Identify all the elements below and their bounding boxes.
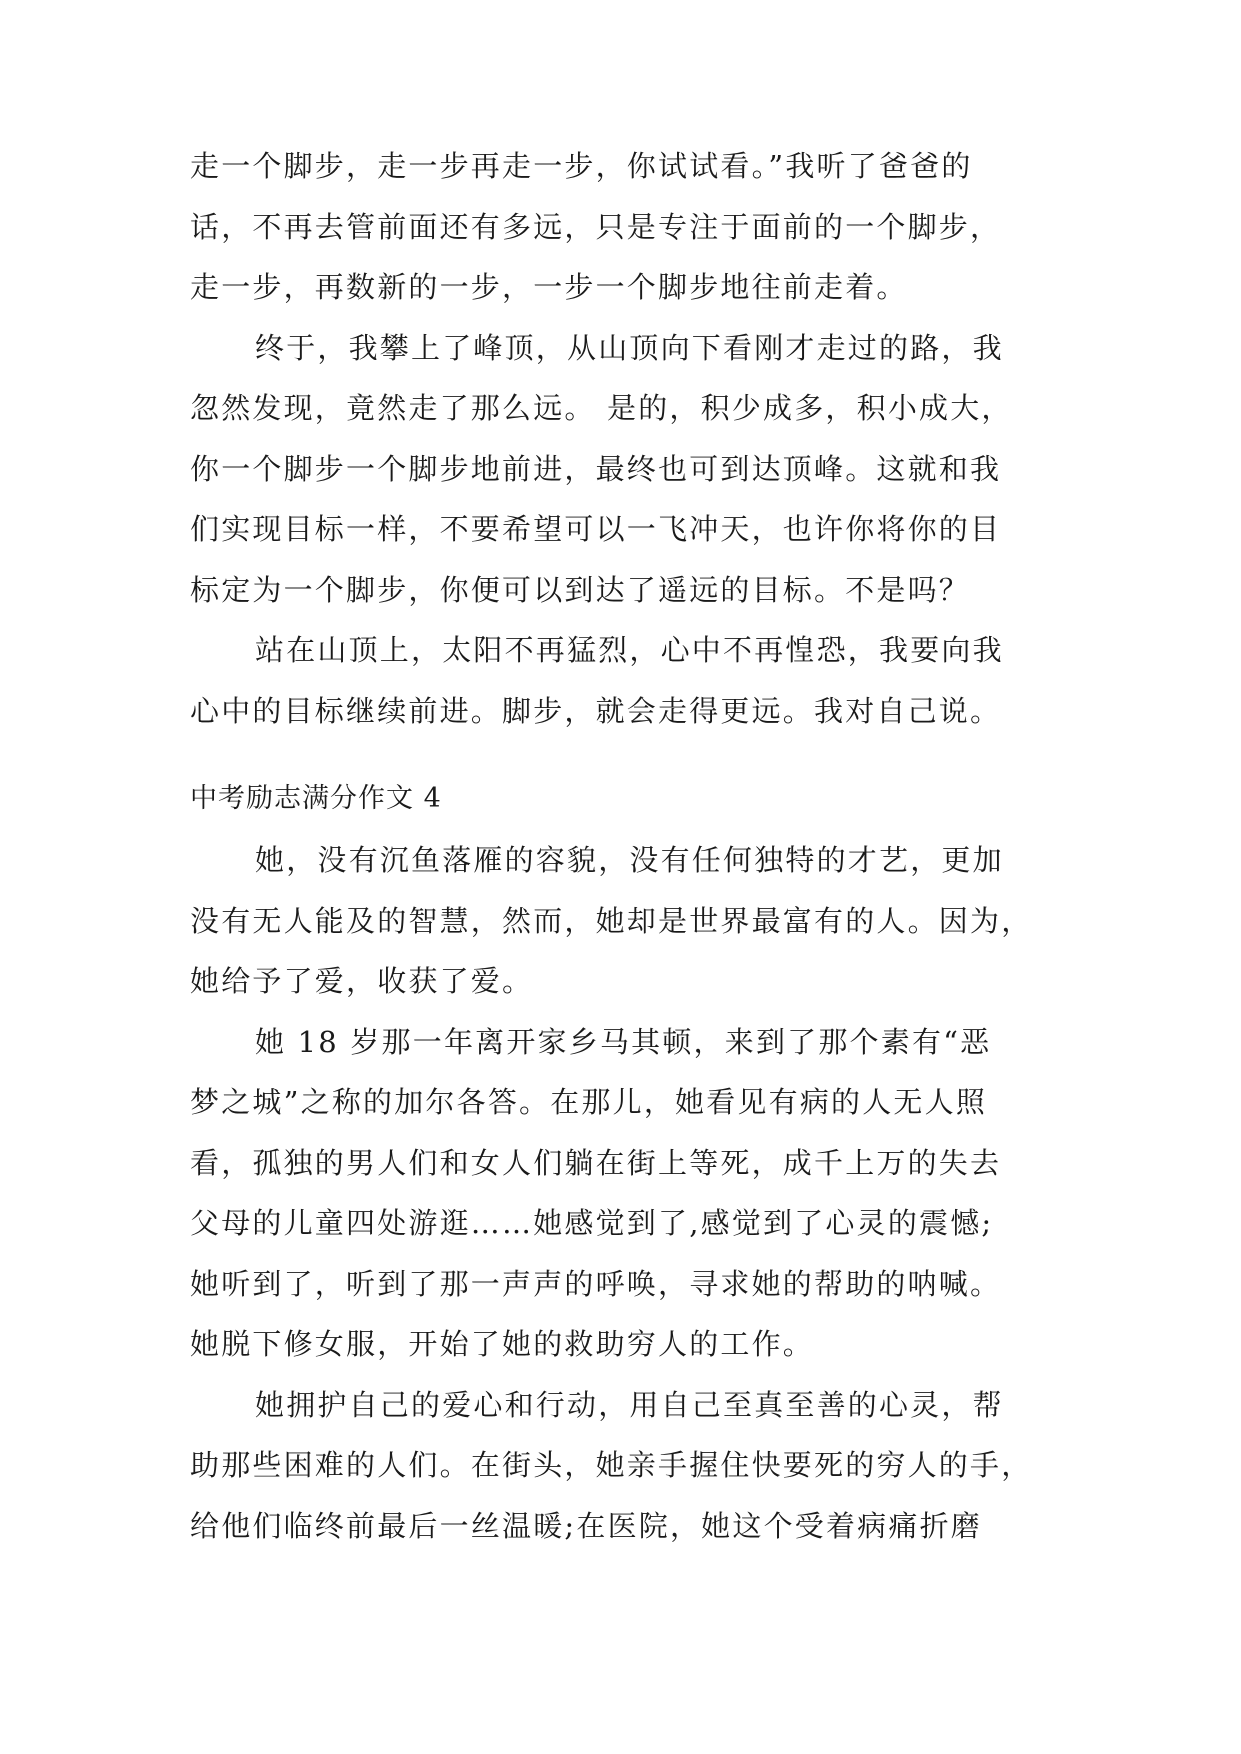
text-line: 父母的儿童四处游逛……她感觉到了,感觉到了心灵的震憾; [190, 1206, 994, 1240]
text-line: 她 18 岁那一年离开家乡马其顿，来到了那个素有“恶 [255, 1024, 992, 1059]
text-line: 没有无人能及的智慧，然而，她却是世界最富有的人。因为， [190, 903, 1033, 938]
paragraph [190, 830, 1070, 1012]
text-line: 你一个脚步一个脚步地前进，最终也可到达顶峰。这就和我 [190, 451, 1002, 486]
text-line: 她给予了爱，收获了爱。 [190, 964, 534, 998]
text-line: 给他们临终前最后一丝温暖;在医院，她这个受着病痛折磨 [190, 1508, 982, 1543]
text-line: 她听到了，听到了那一声声的呼唤，寻求她的帮助的呐喊。 [190, 1266, 1002, 1301]
essay-section-4 [190, 830, 1070, 1556]
text-line: 话，不再去管前面还有多远，只是专注于面前的一个脚步， [190, 209, 1002, 244]
essay-section-continued [190, 136, 1070, 741]
text-line: 助那些困难的人们。在街头，她亲手握住快要死的穷人的手， [190, 1448, 1033, 1482]
essay-heading-block [190, 769, 1070, 830]
text-line: 站在山顶上，太阳不再猛烈，心中不再惶恐，我要向我 [255, 633, 1004, 667]
text-line: 终于，我攀上了峰顶，从山顶向下看刚才走过的路，我 [255, 330, 1004, 365]
text-line: 她拥护自己的爱心和行动，用自己至真至善的心灵，帮 [255, 1387, 1004, 1422]
text-line: 走一个脚步，走一步再走一步，你试试看。”我听了爸爸的 [190, 149, 973, 183]
text-line: 梦之城”之称的加尔各答。在那儿，她看见有病的人无人照 [190, 1085, 988, 1119]
paragraph [190, 318, 1070, 621]
text-line: 标定为一个脚步，你便可以到达了遥远的目标。不是吗？ [190, 572, 971, 607]
paragraph [190, 620, 1070, 741]
text-line: 忽然发现，竟然走了那么远。 是的，积少成多，积小成大， [190, 391, 1013, 425]
essay-heading: 中考励志满分作文 4 [190, 783, 442, 814]
text-line: 看，孤独的男人们和女人们躺在街上等死，成千上万的失去 [190, 1145, 1002, 1180]
text-line: 她，没有沉鱼落雁的容貌，没有任何独特的才艺，更加 [255, 843, 1004, 877]
paragraph [190, 136, 1070, 318]
paragraph [190, 1375, 1070, 1557]
text-line: 她脱下修女服，开始了她的救助穷人的工作。 [190, 1327, 815, 1361]
paragraph [190, 1012, 1070, 1375]
text-line: 心中的目标继续前进。脚步，就会走得更远。我对自己说。 [190, 693, 1002, 728]
text-line: 走一步，再数新的一步，一步一个脚步地往前走着。 [190, 270, 908, 304]
text-line: 们实现目标一样，不要希望可以一飞冲天，也许你将你的目 [190, 512, 1002, 546]
